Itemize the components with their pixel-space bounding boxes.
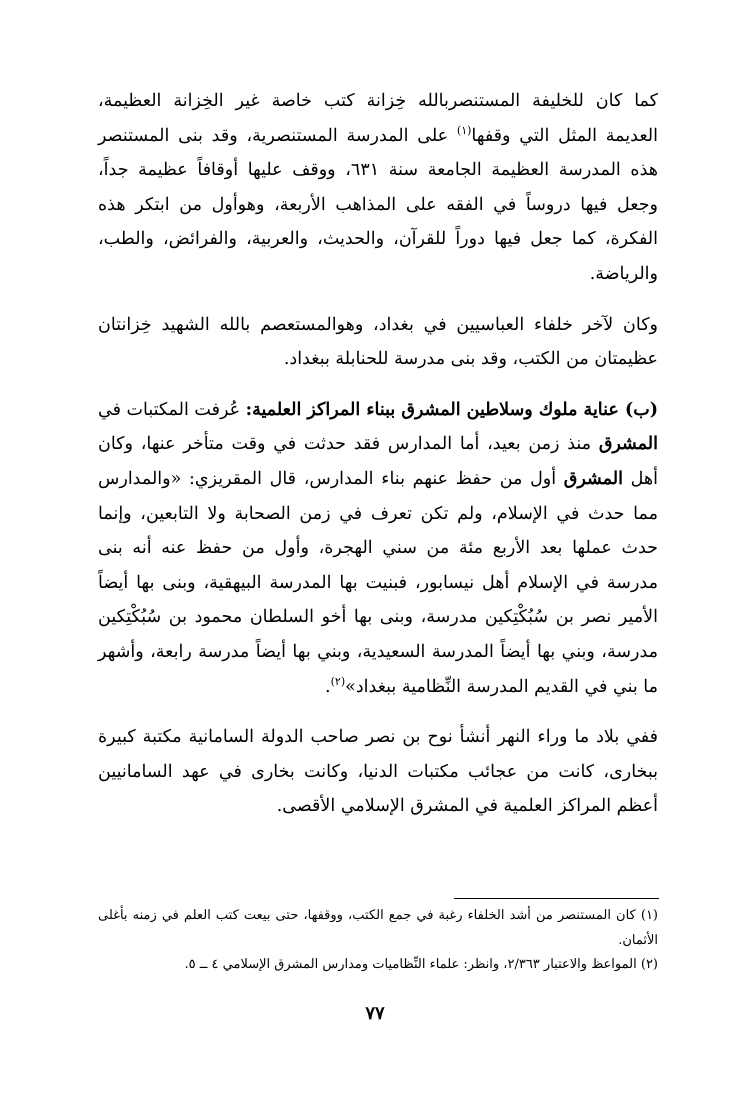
paragraph-1 xyxy=(98,84,658,292)
paragraph-3 xyxy=(98,393,658,704)
paragraph-3-end: . xyxy=(325,676,331,697)
paragraph-2: وكان لآخر خلفاء العباسيين في بغداد، وهوالمستعصم بالله الشهيد خِزانتان عظيمتان من الكتب، وقد بنى مدرسة للحنابلة ببغداد. xyxy=(98,314,658,370)
footnotes xyxy=(98,904,658,978)
footnote-divider xyxy=(454,898,659,899)
page-number: ٧٧ xyxy=(365,1003,385,1024)
paragraph-1-text: كما كان للخليفة المستنصربالله خِزانة كتب خاصة غير الخِزانة العظيمة، العديمة المثل التي وقفها xyxy=(98,91,658,146)
footnote-ref-2[interactable]: (٢) xyxy=(330,674,346,688)
section-heading: (ب) عناية ملوك وسلاطين المشرق ببناء المراكز العلمية: xyxy=(245,399,658,420)
emphasis-mashriq-1: المشرق xyxy=(598,434,658,455)
footnote-2: (٢) المواعظ والاعتبار ٢/٣٦٣، وانظر: علماء النِّظاميات ومدارس المشرق الإسلامي ٤ ــ ٥. xyxy=(184,957,658,972)
main-text xyxy=(98,84,658,824)
footnote-ref-1[interactable]: (١) xyxy=(456,123,472,137)
paragraph-3-part-c: منذ زمن بعيد، أما المدارس فقد حدثت في وقت متأخر عنها، وكان أهل xyxy=(98,434,658,489)
paragraph-3-part-a: عُرفت المكتبات في xyxy=(98,399,246,420)
emphasis-mashriq-2: المشرق xyxy=(563,468,623,489)
paragraph-1-rest: على المدرسة المستنصرية، وقد بنى المستنصر هذه المدرسة العظيمة الجامعة سنة ٦٣١، ووقف عليها أوقافاً عظيمة جداً، وجعل فيها دروساً في الفقه على المذاهب الأربعة، وهوأول من ابتكر هذه الفكرة، كما جعل فيها دوراً للقرآن، والحديث، والعربية، والفرائض، والطب، والرياضة. xyxy=(98,125,658,284)
paragraph-3-part-d: أول من حفظ عنهم بناء المدارس، قال المقريزي: «والمدارس مما حدث في الإسلام، ولم تكن تعرف في زمن الصحابة ولا التابعين، وإنما حدث عملها بعد الأربع مئة من سني الهجرة، وأول من حفظ عنه أنه بنى مدرسة في الإسلام أهل نيسابور، فبنيت بها المدرسة البيهقية، وبنى بها أيضاً الأمير نصر بن سُبُكْتِكين مدرسة، وبنى بها أخو السلطان محمود بن سُبُكْتِكين مدرسة، وبني بها أيضاً المدرسة السعيدية، وبني بها أيضاً مدرسة رابعة، وأشهر ما بني في القديم المدرسة النِّظامية ببغداد» xyxy=(98,468,658,697)
footnote-1: (١) كان المستنصر من أشد الخلفاء رغبة في جمع الكتب، ووقفها، حتى بيعت كتب العلم في زمنه بأغلى الأثمان. xyxy=(98,908,658,948)
paragraph-4: ففي بلاد ما وراء النهر أنشأ نوح بن نصر صاحب الدولة السامانية مكتبة كبيرة ببخارى، كانت من عجائب مكتبات الدنيا، وكانت بخارى في عهد السامانيين أعظم المراكز العلمية في المشرق الإسلامي الأقصى. xyxy=(98,727,658,817)
